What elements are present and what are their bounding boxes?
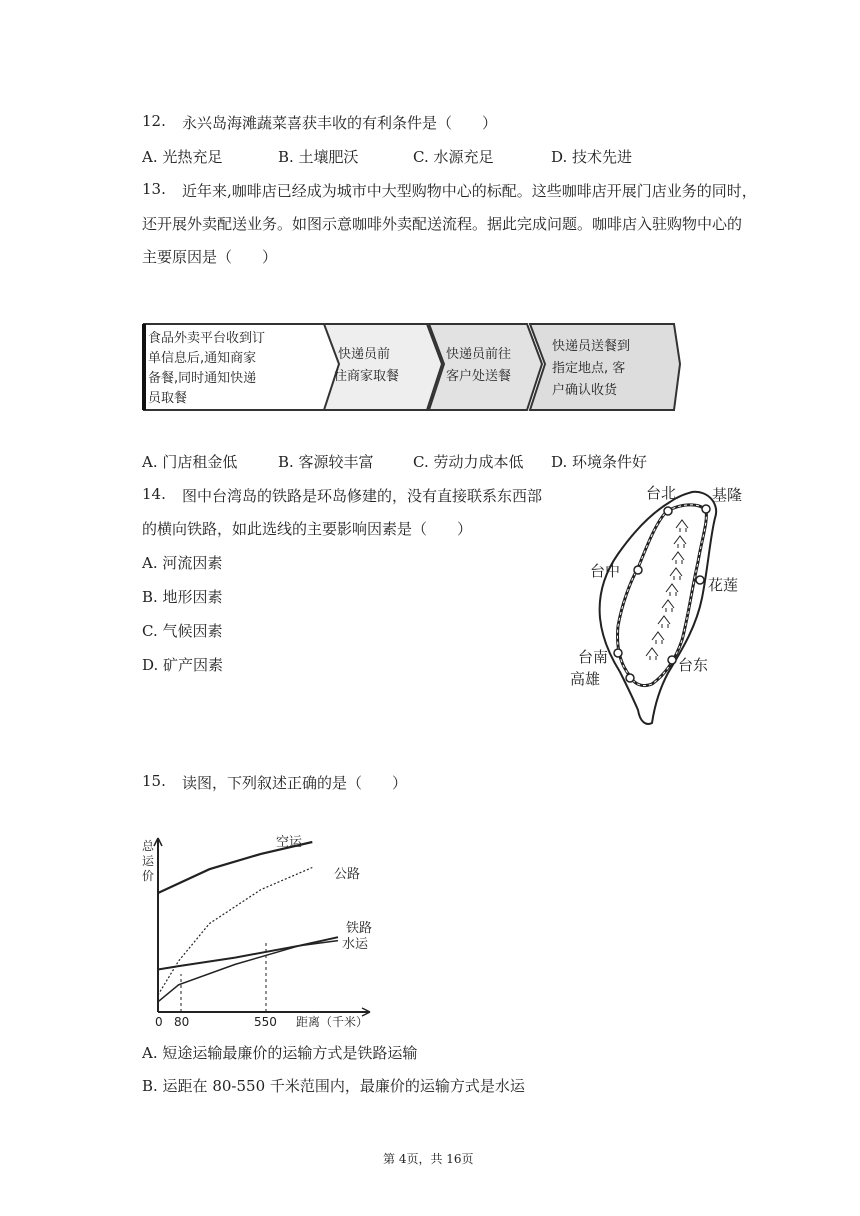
tainan-station [614, 649, 622, 657]
x-tick-80: 80 [174, 1015, 190, 1029]
q14-line-2: 的横向铁路，如此选线的主要影响因素是（ ） [142, 520, 473, 538]
map-label-taidong: 台东 [678, 656, 709, 674]
q12-stem: 永兴岛海滩蔬菜喜获丰收的有利条件是（ ） [182, 114, 498, 132]
taidong-station [668, 656, 676, 664]
flow-step-3-line-2: 客户处送餐 [446, 369, 512, 384]
q12-option-d: D. 技术先进 [551, 148, 633, 166]
q15-stem: 读图，下列叙述正确的是（ ） [182, 774, 408, 792]
flow-step-4-line-3: 户确认收货 [552, 383, 618, 398]
q13-option-d: D. 环境条件好 [551, 453, 648, 471]
y-axis-label-char-1: 总 [142, 839, 155, 853]
flow-step-1-line-1: 食品外卖平台收到订 [148, 331, 266, 346]
q12-option-c: C. 水源充足 [413, 148, 494, 166]
q14-number: 14. [142, 485, 166, 503]
q14-option-c: C. 气候因素 [142, 622, 223, 640]
q14-option-b: B. 地形因素 [142, 588, 223, 606]
q14-option-a: A. 河流因素 [142, 554, 223, 572]
q14-line-1: 图中台湾岛的铁路是环岛修建的，没有直接联系东西部 [182, 487, 543, 505]
coffee-delivery-flow-diagram [142, 318, 682, 422]
q13-option-b: B. 客源较丰富 [278, 453, 374, 471]
gaoxiong-station [626, 674, 634, 682]
q13-option-c: C. 劳动力成本低 [413, 453, 524, 471]
series-label-air: 空运 [276, 835, 303, 850]
flow-step-2-line-1: 快递员前 [338, 347, 391, 362]
map-label-taizhong: 台中 [590, 562, 621, 580]
jilong-station [702, 505, 710, 513]
q13-line-1: 近年来,咖啡店已经成为城市中大型购物中心的标配。这些咖啡店开展门店业务的同时， [182, 182, 757, 200]
flow-step-4-line-2: 指定地点, 客 [552, 361, 626, 376]
q15-option-b: B. 运距在 80-550 千米范围内，最廉价的运输方式是水运 [142, 1077, 525, 1095]
taiwan-railway-map [570, 478, 760, 733]
y-axis-label-char-2: 运 [142, 854, 155, 868]
q13-option-a: A. 门店租金低 [142, 453, 238, 471]
transport-cost-chart [138, 832, 388, 1032]
q12-option-a: A. 光热充足 [142, 148, 223, 166]
taizhong-station [634, 566, 642, 574]
taiwan-island-outline [600, 492, 717, 724]
map-label-tainan: 台南 [578, 648, 609, 666]
q12-number: 12. [142, 112, 166, 130]
series-label-road: 公路 [334, 867, 361, 882]
series-label-water: 水运 [342, 937, 369, 952]
series-label-rail: 铁路 [346, 921, 373, 936]
flow-step-1-line-2: 单信息后,通知商家 [148, 351, 257, 366]
map-label-gaoxiong: 高雄 [570, 670, 601, 688]
map-label-hualian: 花莲 [708, 576, 739, 594]
flow-step-4-line-1: 快递员送餐到 [552, 339, 631, 354]
flow-step-2-line-2: 往商家取餐 [334, 369, 400, 384]
q13-number: 13. [142, 180, 166, 198]
flow-step-1-line-3: 备餐,同时通知快递 [148, 371, 257, 386]
q15-number: 15. [142, 772, 166, 790]
x-tick-550: 550 [254, 1015, 277, 1029]
hualian-station [696, 576, 704, 584]
q12-option-b: B. 土壤肥沃 [278, 148, 359, 166]
q15-option-a: A. 短途运输最廉价的运输方式是铁路运输 [142, 1044, 418, 1062]
map-label-taibei: 台北 [646, 484, 677, 502]
q14-option-d: D. 矿产因素 [142, 656, 224, 674]
flow-step-1-line-4: 员取餐 [148, 391, 188, 406]
x-axis-label: 距离（千米） [296, 1015, 369, 1029]
q13-line-3: 主要原因是（ ） [142, 248, 278, 266]
taibei-station [664, 507, 672, 515]
map-label-jilong: 基隆 [712, 486, 743, 504]
x-tick-0: 0 [155, 1015, 163, 1029]
flow-box-2 [324, 324, 442, 410]
page-footer: 第 4页，共 16页 [383, 1152, 474, 1166]
flow-step-3-line-1: 快递员前往 [446, 347, 512, 362]
flow-box-3 [429, 324, 542, 410]
q13-line-2: 还开展外卖配送业务。如图示意咖啡外卖配送流程。据此完成问题。咖啡店入驻购物中心的 [142, 215, 743, 233]
water-line [158, 941, 338, 1002]
y-axis-label-char-3: 价 [142, 869, 155, 883]
